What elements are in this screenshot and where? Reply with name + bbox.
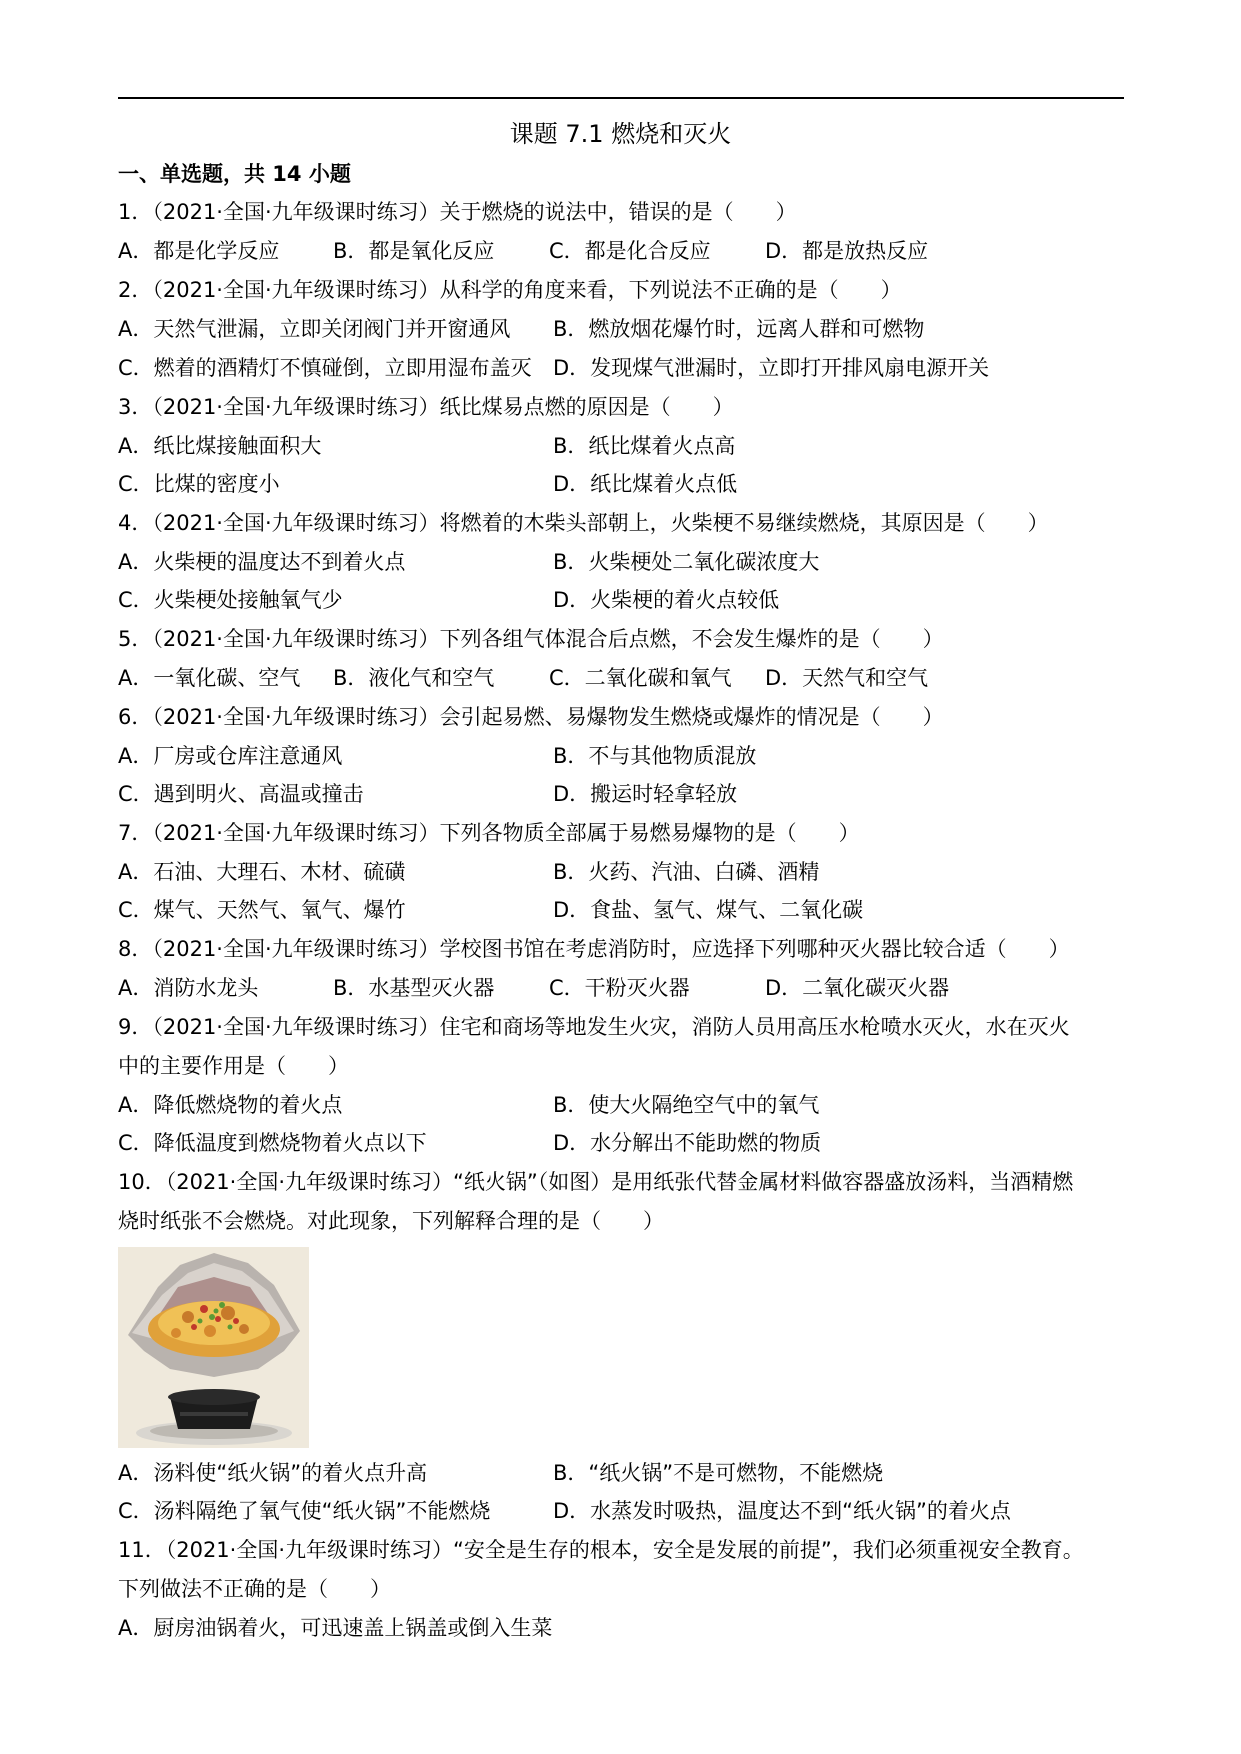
section-heading: 一、单选题，共 14 小题 (118, 162, 351, 186)
question-10-option-b: B．“纸火锅”不是可燃物，不能燃烧 (553, 1461, 884, 1485)
question-1-option-a: A．都是化学反应 (118, 239, 280, 263)
question-3-stem: 3．（2021·全国·九年级课时练习）纸比煤易点燃的原因是（ ） (118, 395, 734, 419)
question-8-option-a: A．消防水龙头 (118, 976, 259, 1000)
question-6-stem: 6．（2021·全国·九年级课时练习）会引起易燃、易爆物发生燃烧或爆炸的情况是（ ） (118, 705, 944, 729)
paper-hotpot-photo (118, 1247, 309, 1448)
question-2-option-c: C．燃着的酒精灯不慎碰倒，立即用湿布盖灭 (118, 356, 532, 380)
question-4-option-b: B．火柴梗处二氧化碳浓度大 (553, 550, 820, 574)
question-9-option-c: C．降低温度到燃烧物着火点以下 (118, 1131, 427, 1155)
question-11-stem-line1: 11．（2021·全国·九年级课时练习）“安全是生存的根本，安全是发展的前提”，我们必须重视安全教育。 (118, 1538, 1084, 1562)
question-2-option-a: A．天然气泄漏，立即关闭阀门并开窗通风 (118, 317, 511, 341)
question-1-option-b: B．都是氧化反应 (333, 239, 495, 263)
question-4-option-d: D．火柴梗的着火点较低 (553, 588, 780, 612)
question-10-option-c: C．汤料隔绝了氧气使“纸火锅”不能燃烧 (118, 1499, 491, 1523)
question-1-option-c: C．都是化合反应 (549, 239, 711, 263)
question-5-option-d: D．天然气和空气 (765, 666, 929, 690)
question-5-option-c: C．二氧化碳和氧气 (549, 666, 732, 690)
question-9-stem-line1: 9．（2021·全国·九年级课时练习）住宅和商场等地发生火灾，消防人员用高压水枪喷水灭火，水在灭火 (118, 1015, 1070, 1039)
question-10-option-d: D．水蒸发时吸热，温度达不到“纸火锅”的着火点 (553, 1499, 1011, 1523)
question-10-option-a: A．汤料使“纸火锅”的着火点升高 (118, 1461, 428, 1485)
question-11-stem-line2: 下列做法不正确的是（ ） (118, 1577, 391, 1601)
question-4-stem: 4．（2021·全国·九年级课时练习）将燃着的木柴头部朝上，火柴梗不易继续燃烧，其原因是（ ） (118, 511, 1049, 535)
question-10-stem-line1: 10．（2021·全国·九年级课时练习）“纸火锅”（如图）是用纸张代替金属材料做容器盛放汤料，当酒精燃 (118, 1170, 1074, 1194)
question-6-option-b: B．不与其他物质混放 (553, 744, 757, 768)
question-2-option-b: B．燃放烟花爆竹时，远离人群和可燃物 (553, 317, 925, 341)
question-6-option-c: C．遇到明火、高温或撞击 (118, 782, 364, 806)
header-rule (118, 97, 1124, 99)
question-3-option-c: C．比煤的密度小 (118, 472, 280, 496)
question-8-stem: 8．（2021·全国·九年级课时练习）学校图书馆在考虑消防时，应选择下列哪种灭火器比较合适（ ） (118, 937, 1070, 961)
question-1-option-d: D．都是放热反应 (765, 239, 929, 263)
question-3-option-d: D．纸比煤着火点低 (553, 472, 738, 496)
question-8-option-d: D．二氧化碳灭火器 (765, 976, 950, 1000)
question-11-option-a: A．厨房油锅着火，可迅速盖上锅盖或倒入生菜 (118, 1616, 553, 1640)
question-3-option-b: B．纸比煤着火点高 (553, 434, 736, 458)
question-2-stem: 2．（2021·全国·九年级课时练习）从科学的角度来看，下列说法不正确的是（ ） (118, 278, 902, 302)
question-7-option-b: B．火药、汽油、白磷、酒精 (553, 860, 820, 884)
question-2-option-d: D．发现煤气泄漏时，立即打开排风扇电源开关 (553, 356, 990, 380)
question-10-stem-line2: 烧时纸张不会燃烧。对此现象，下列解释合理的是（ ） (118, 1209, 664, 1233)
question-5-stem: 5．（2021·全国·九年级课时练习）下列各组气体混合后点燃，不会发生爆炸的是（ ） (118, 627, 944, 651)
question-7-option-c: C．煤气、天然气、氧气、爆竹 (118, 898, 406, 922)
question-9-option-b: B．使大火隔绝空气中的氧气 (553, 1093, 820, 1117)
question-4-option-a: A．火柴梗的温度达不到着火点 (118, 550, 406, 574)
question-6-option-d: D．搬运时轻拿轻放 (553, 782, 738, 806)
question-1-stem: 1．（2021·全国·九年级课时练习）关于燃烧的说法中，错误的是（ ） (118, 200, 797, 224)
question-4-option-c: C．火柴梗处接触氧气少 (118, 588, 343, 612)
question-3-option-a: A．纸比煤接触面积大 (118, 434, 322, 458)
question-5-option-a: A．一氧化碳、空气 (118, 666, 301, 690)
question-9-option-a: A．降低燃烧物的着火点 (118, 1093, 343, 1117)
question-8-option-c: C．干粉灭火器 (549, 976, 690, 1000)
page-title: 课题 7.1 燃烧和灭火 (509, 120, 732, 148)
question-7-option-a: A．石油、大理石、木材、硫磺 (118, 860, 406, 884)
question-8-option-b: B．水基型灭火器 (333, 976, 495, 1000)
question-9-option-d: D．水分解出不能助燃的物质 (553, 1131, 822, 1155)
question-5-option-b: B．液化气和空气 (333, 666, 495, 690)
question-9-stem-line2: 中的主要作用是（ ） (118, 1054, 349, 1078)
question-7-option-d: D．食盐、氢气、煤气、二氧化碳 (553, 898, 864, 922)
question-7-stem: 7．（2021·全国·九年级课时练习）下列各物质全部属于易燃易爆物的是（ ） (118, 821, 860, 845)
question-6-option-a: A．厂房或仓库注意通风 (118, 744, 343, 768)
